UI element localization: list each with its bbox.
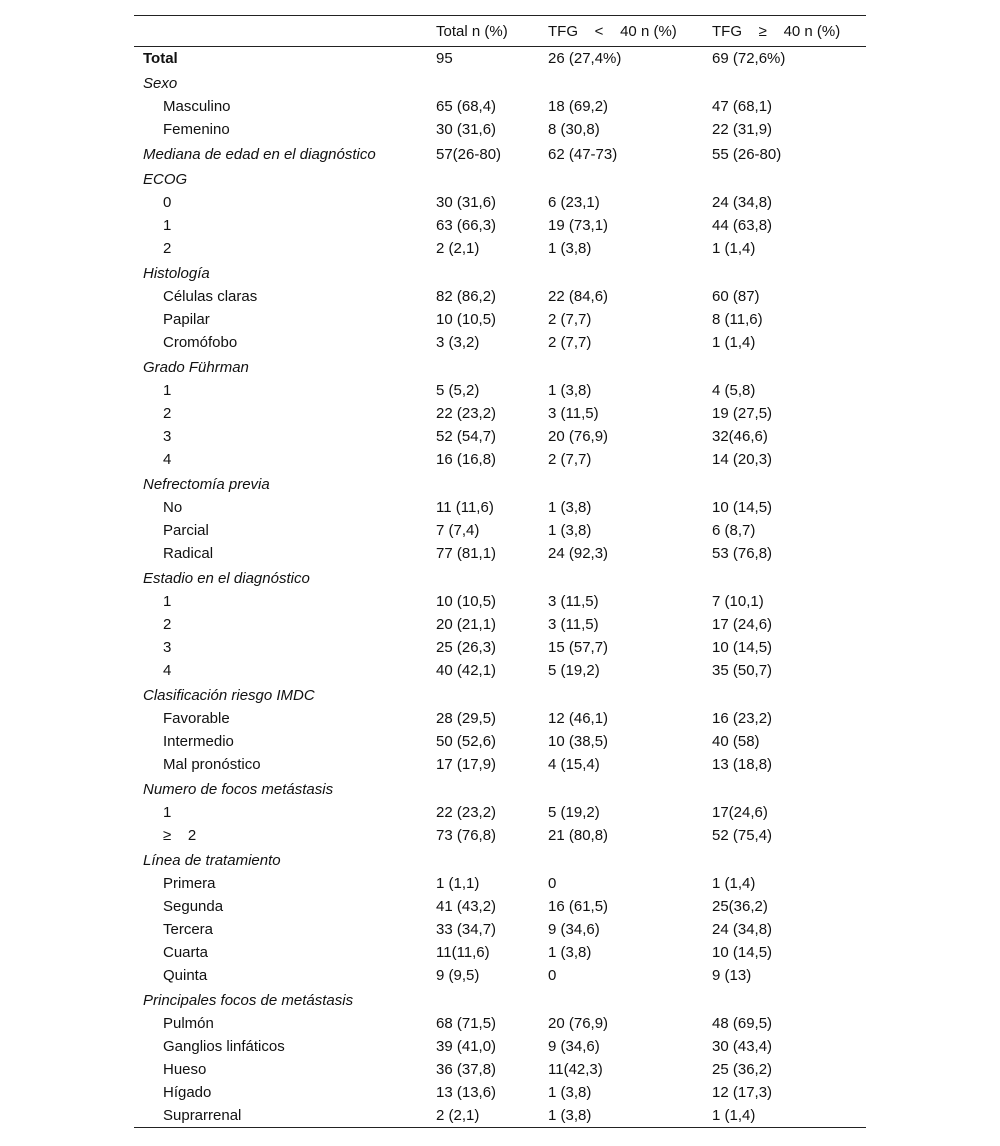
row-label: ECOG bbox=[143, 171, 188, 188]
row-label: 1 bbox=[163, 804, 172, 821]
cell-tfg-lt-40: 3 (11,5) bbox=[548, 593, 599, 610]
cell-tfg-lt-40: 21 (80,8) bbox=[548, 827, 609, 844]
cell-tfg-lt-40: 6 (23,1) bbox=[548, 194, 600, 211]
row-label: 1 bbox=[163, 593, 172, 610]
row-label: Numero de focos metástasis bbox=[143, 781, 334, 798]
cell-total: 39 (41,0) bbox=[436, 1038, 497, 1055]
cell-tfg-lt-40: 1 (3,8) bbox=[548, 382, 592, 399]
cell-tfg-lt-40: 5 (19,2) bbox=[548, 662, 600, 679]
table-row bbox=[134, 872, 866, 895]
cell-total bbox=[427, 354, 539, 379]
row-label: Pulmón bbox=[163, 1015, 214, 1032]
cell-total: 22 (23,2) bbox=[436, 804, 497, 821]
cell-total bbox=[427, 260, 539, 285]
cell-total: 95 bbox=[436, 50, 453, 67]
row-label: Favorable bbox=[163, 710, 230, 727]
cell-tfg-ge-40 bbox=[703, 776, 866, 801]
table-header bbox=[134, 16, 866, 47]
cell-tfg-ge-40: 1 (1,4) bbox=[712, 875, 756, 892]
cell-tfg-ge-40: 14 (20,3) bbox=[712, 451, 773, 468]
cell-total: 65 (68,4) bbox=[436, 98, 497, 115]
cell-tfg-lt-40: 8 (30,8) bbox=[548, 121, 600, 138]
table-row bbox=[134, 895, 866, 918]
row-label: Principales focos de metástasis bbox=[143, 992, 354, 1009]
header-col-tfg-ge-40: TFG ≥ 40 n (%) bbox=[712, 22, 841, 40]
table-row bbox=[134, 285, 866, 308]
cell-total: 57(26-80) bbox=[436, 146, 502, 163]
table-body bbox=[134, 47, 866, 1128]
row-label: Parcial bbox=[163, 522, 209, 539]
cell-tfg-lt-40: 1 (3,8) bbox=[548, 499, 592, 516]
table-row bbox=[134, 425, 866, 448]
cell-tfg-ge-40: 24 (34,8) bbox=[712, 921, 773, 938]
row-label: Ganglios linfáticos bbox=[163, 1038, 285, 1055]
cell-tfg-ge-40: 40 (58) bbox=[712, 733, 760, 750]
cell-total: 22 (23,2) bbox=[436, 405, 497, 422]
row-label: Papilar bbox=[163, 311, 210, 328]
table-container bbox=[134, 15, 866, 1128]
cell-tfg-ge-40: 44 (63,8) bbox=[712, 217, 773, 234]
row-label: Células claras bbox=[163, 288, 258, 305]
row-label: Grado Führman bbox=[143, 359, 249, 376]
header-col-total: Total n (%) bbox=[436, 22, 508, 40]
row-label: Hueso bbox=[163, 1061, 207, 1078]
cell-tfg-ge-40: 9 (13) bbox=[712, 967, 752, 984]
cell-total: 1 (1,1) bbox=[436, 875, 480, 892]
cell-tfg-lt-40: 2 (7,7) bbox=[548, 451, 592, 468]
table-group-row bbox=[134, 141, 866, 166]
table-group-row bbox=[134, 166, 866, 191]
cell-tfg-ge-40 bbox=[703, 847, 866, 872]
table-row bbox=[134, 519, 866, 542]
cell-tfg-ge-40: 69 (72,6%) bbox=[712, 50, 786, 67]
cell-tfg-lt-40: 0 bbox=[548, 967, 557, 984]
cell-tfg-ge-40: 48 (69,5) bbox=[712, 1015, 773, 1032]
row-label: Radical bbox=[163, 545, 214, 562]
table-row bbox=[134, 590, 866, 613]
cell-tfg-lt-40 bbox=[539, 847, 703, 872]
cell-tfg-lt-40: 2 (7,7) bbox=[548, 311, 592, 328]
cell-total: 10 (10,5) bbox=[436, 593, 497, 610]
table-row bbox=[134, 237, 866, 260]
cell-total: 11(11,6) bbox=[436, 944, 490, 961]
cell-tfg-lt-40: 9 (34,6) bbox=[548, 921, 600, 938]
cell-tfg-ge-40: 52 (75,4) bbox=[712, 827, 773, 844]
cell-tfg-ge-40: 55 (26-80) bbox=[712, 146, 782, 163]
cell-tfg-ge-40: 24 (34,8) bbox=[712, 194, 773, 211]
cell-tfg-ge-40: 35 (50,7) bbox=[712, 662, 773, 679]
cell-total: 30 (31,6) bbox=[436, 121, 497, 138]
table-group-row bbox=[134, 682, 866, 707]
cell-total: 25 (26,3) bbox=[436, 639, 497, 656]
cell-tfg-lt-40 bbox=[539, 166, 703, 191]
table-row bbox=[134, 542, 866, 565]
cell-total bbox=[427, 776, 539, 801]
table-group-row bbox=[134, 987, 866, 1012]
cell-tfg-ge-40 bbox=[703, 565, 866, 590]
row-label: Cuarta bbox=[163, 944, 209, 961]
row-label: Mediana de edad en el diagnóstico bbox=[143, 146, 376, 163]
cell-tfg-ge-40: 1 (1,4) bbox=[712, 334, 756, 351]
row-label: Nefrectomía previa bbox=[143, 476, 270, 493]
cell-tfg-ge-40: 53 (76,8) bbox=[712, 545, 773, 562]
table-group-row bbox=[134, 565, 866, 590]
row-label: Histología bbox=[143, 265, 210, 282]
cell-tfg-lt-40: 2 (7,7) bbox=[548, 334, 592, 351]
table-row bbox=[134, 941, 866, 964]
table-row bbox=[134, 753, 866, 776]
table-group-row bbox=[134, 260, 866, 285]
cell-tfg-lt-40: 1 (3,8) bbox=[548, 240, 592, 257]
cell-tfg-lt-40 bbox=[539, 776, 703, 801]
row-label: Tercera bbox=[163, 921, 214, 938]
cell-total: 73 (76,8) bbox=[436, 827, 497, 844]
table-row bbox=[134, 308, 866, 331]
row-label: No bbox=[163, 499, 183, 516]
cell-tfg-ge-40: 10 (14,5) bbox=[712, 639, 773, 656]
row-label: 0 bbox=[163, 194, 172, 211]
cell-tfg-ge-40: 47 (68,1) bbox=[712, 98, 773, 115]
table-row bbox=[134, 918, 866, 941]
cell-total: 20 (21,1) bbox=[436, 616, 497, 633]
cell-tfg-ge-40: 22 (31,9) bbox=[712, 121, 773, 138]
cell-total bbox=[427, 565, 539, 590]
cell-total: 36 (37,8) bbox=[436, 1061, 497, 1078]
cell-total: 2 (2,1) bbox=[436, 1107, 480, 1124]
cell-tfg-ge-40: 17(24,6) bbox=[712, 804, 768, 821]
cell-tfg-ge-40 bbox=[703, 987, 866, 1012]
cell-total: 9 (9,5) bbox=[436, 967, 480, 984]
cell-total bbox=[427, 471, 539, 496]
row-label: Mal pronóstico bbox=[163, 756, 261, 773]
table-row bbox=[134, 496, 866, 519]
cell-total: 10 (10,5) bbox=[436, 311, 497, 328]
cell-tfg-ge-40 bbox=[703, 70, 866, 95]
row-label: 2 bbox=[163, 616, 172, 633]
table-row bbox=[134, 191, 866, 214]
cell-tfg-ge-40: 10 (14,5) bbox=[712, 499, 773, 516]
cell-tfg-lt-40: 4 (15,4) bbox=[548, 756, 600, 773]
cell-tfg-lt-40: 5 (19,2) bbox=[548, 804, 600, 821]
cell-tfg-ge-40: 32(46,6) bbox=[712, 428, 768, 445]
cell-total: 52 (54,7) bbox=[436, 428, 497, 445]
cell-tfg-ge-40: 16 (23,2) bbox=[712, 710, 773, 727]
cell-tfg-ge-40: 4 (5,8) bbox=[712, 382, 756, 399]
row-label: Intermedio bbox=[163, 733, 234, 750]
cell-tfg-ge-40 bbox=[703, 354, 866, 379]
row-label: Segunda bbox=[163, 898, 224, 915]
cell-tfg-lt-40: 62 (47-73) bbox=[548, 146, 618, 163]
cell-tfg-lt-40: 12 (46,1) bbox=[548, 710, 609, 727]
cell-tfg-ge-40: 17 (24,6) bbox=[712, 616, 773, 633]
cell-total: 30 (31,6) bbox=[436, 194, 497, 211]
header-col-tfg-lt-40: TFG < 40 n (%) bbox=[548, 22, 677, 40]
table-row bbox=[134, 1081, 866, 1104]
table-row bbox=[134, 214, 866, 237]
cell-tfg-ge-40: 13 (18,8) bbox=[712, 756, 773, 773]
cell-tfg-lt-40: 20 (76,9) bbox=[548, 1015, 609, 1032]
row-label: Sexo bbox=[143, 75, 178, 92]
cell-tfg-ge-40: 25 (36,2) bbox=[712, 1061, 773, 1078]
cell-total: 5 (5,2) bbox=[436, 382, 480, 399]
cell-tfg-ge-40: 60 (87) bbox=[712, 288, 760, 305]
row-label: Quinta bbox=[163, 967, 208, 984]
row-label: 1 bbox=[163, 382, 172, 399]
cell-tfg-lt-40 bbox=[539, 260, 703, 285]
row-label: 4 bbox=[163, 662, 172, 679]
cell-tfg-lt-40: 22 (84,6) bbox=[548, 288, 609, 305]
cell-total: 82 (86,2) bbox=[436, 288, 497, 305]
cell-total: 13 (13,6) bbox=[436, 1084, 497, 1101]
cell-tfg-lt-40 bbox=[539, 70, 703, 95]
cell-total: 33 (34,7) bbox=[436, 921, 497, 938]
row-label: 2 bbox=[163, 240, 172, 257]
cell-tfg-lt-40: 9 (34,6) bbox=[548, 1038, 600, 1055]
cell-total bbox=[427, 987, 539, 1012]
table-row bbox=[134, 636, 866, 659]
cell-tfg-lt-40: 0 bbox=[548, 875, 557, 892]
cell-tfg-lt-40: 10 (38,5) bbox=[548, 733, 609, 750]
cell-tfg-lt-40: 20 (76,9) bbox=[548, 428, 609, 445]
cell-tfg-ge-40 bbox=[703, 166, 866, 191]
cell-tfg-ge-40: 6 (8,7) bbox=[712, 522, 756, 539]
cell-total: 63 (66,3) bbox=[436, 217, 497, 234]
row-label: Suprarrenal bbox=[163, 1107, 242, 1124]
characteristics-table bbox=[134, 15, 866, 1128]
table-row bbox=[134, 659, 866, 682]
row-label: Masculino bbox=[163, 98, 231, 115]
cell-tfg-ge-40: 30 (43,4) bbox=[712, 1038, 773, 1055]
cell-tfg-lt-40: 1 (3,8) bbox=[548, 1084, 592, 1101]
table-row bbox=[134, 1104, 866, 1128]
row-label: Clasificación riesgo IMDC bbox=[143, 687, 315, 704]
row-label: 4 bbox=[163, 451, 172, 468]
cell-total: 7 (7,4) bbox=[436, 522, 480, 539]
cell-tfg-ge-40: 19 (27,5) bbox=[712, 405, 773, 422]
cell-total bbox=[427, 70, 539, 95]
table-row bbox=[134, 964, 866, 987]
cell-tfg-ge-40: 12 (17,3) bbox=[712, 1084, 773, 1101]
row-label: 3 bbox=[163, 639, 172, 656]
header-col-label bbox=[134, 16, 427, 47]
cell-total bbox=[427, 682, 539, 707]
cell-tfg-lt-40: 3 (11,5) bbox=[548, 405, 599, 422]
table-group-row bbox=[134, 471, 866, 496]
row-label: 1 bbox=[163, 217, 172, 234]
cell-tfg-lt-40: 15 (57,7) bbox=[548, 639, 609, 656]
cell-tfg-lt-40: 3 (11,5) bbox=[548, 616, 599, 633]
table-row bbox=[134, 448, 866, 471]
cell-tfg-lt-40: 11(42,3) bbox=[548, 1061, 603, 1078]
cell-total: 28 (29,5) bbox=[436, 710, 497, 727]
table-row bbox=[134, 1012, 866, 1035]
table-group-row bbox=[134, 776, 866, 801]
cell-total: 77 (81,1) bbox=[436, 545, 497, 562]
row-label: 2 bbox=[163, 405, 172, 422]
cell-total: 40 (42,1) bbox=[436, 662, 497, 679]
table-row bbox=[134, 613, 866, 636]
cell-total: 68 (71,5) bbox=[436, 1015, 497, 1032]
cell-tfg-lt-40 bbox=[539, 471, 703, 496]
row-label: Total bbox=[143, 50, 178, 67]
cell-tfg-lt-40: 18 (69,2) bbox=[548, 98, 609, 115]
table-row bbox=[134, 402, 866, 425]
cell-tfg-lt-40: 24 (92,3) bbox=[548, 545, 609, 562]
cell-tfg-lt-40 bbox=[539, 565, 703, 590]
cell-total: 41 (43,2) bbox=[436, 898, 497, 915]
cell-tfg-ge-40: 8 (11,6) bbox=[712, 311, 763, 328]
table-row bbox=[134, 801, 866, 824]
cell-tfg-lt-40: 16 (61,5) bbox=[548, 898, 609, 915]
row-label: ≥ 2 bbox=[163, 827, 197, 844]
cell-tfg-lt-40: 1 (3,8) bbox=[548, 944, 592, 961]
row-label: Femenino bbox=[163, 121, 230, 138]
row-label: 3 bbox=[163, 428, 172, 445]
cell-total: 3 (3,2) bbox=[436, 334, 480, 351]
cell-tfg-lt-40: 1 (3,8) bbox=[548, 522, 592, 539]
cell-total: 11 (11,6) bbox=[436, 499, 494, 516]
cell-tfg-lt-40: 26 (27,4%) bbox=[548, 50, 622, 67]
cell-total: 16 (16,8) bbox=[436, 451, 497, 468]
cell-tfg-lt-40: 1 (3,8) bbox=[548, 1107, 592, 1124]
cell-tfg-lt-40: 19 (73,1) bbox=[548, 217, 609, 234]
cell-total: 50 (52,6) bbox=[436, 733, 497, 750]
cell-tfg-ge-40 bbox=[703, 260, 866, 285]
row-label: Cromófobo bbox=[163, 334, 238, 351]
table-row bbox=[134, 730, 866, 753]
table-row bbox=[134, 379, 866, 402]
header-row bbox=[134, 16, 866, 47]
table-group-row bbox=[134, 354, 866, 379]
cell-total: 2 (2,1) bbox=[436, 240, 480, 257]
table-row bbox=[134, 331, 866, 354]
row-label: Línea de tratamiento bbox=[143, 852, 281, 869]
cell-total bbox=[427, 847, 539, 872]
cell-tfg-ge-40: 1 (1,4) bbox=[712, 240, 756, 257]
table-row bbox=[134, 1058, 866, 1081]
cell-total: 17 (17,9) bbox=[436, 756, 497, 773]
table-row bbox=[134, 47, 866, 71]
table-row bbox=[134, 707, 866, 730]
cell-tfg-lt-40 bbox=[539, 354, 703, 379]
cell-tfg-ge-40: 1 (1,4) bbox=[712, 1107, 756, 1124]
table-row bbox=[134, 118, 866, 141]
cell-tfg-ge-40: 25(36,2) bbox=[712, 898, 768, 915]
cell-tfg-lt-40 bbox=[539, 682, 703, 707]
table-row bbox=[134, 95, 866, 118]
row-label: Estadio en el diagnóstico bbox=[143, 570, 310, 587]
cell-tfg-ge-40 bbox=[703, 471, 866, 496]
cell-tfg-lt-40 bbox=[539, 987, 703, 1012]
cell-total bbox=[427, 166, 539, 191]
table-row bbox=[134, 824, 866, 847]
row-label: Primera bbox=[163, 875, 216, 892]
cell-tfg-ge-40: 7 (10,1) bbox=[712, 593, 764, 610]
table-row bbox=[134, 1035, 866, 1058]
row-label: Hígado bbox=[163, 1084, 212, 1101]
table-group-row bbox=[134, 847, 866, 872]
cell-tfg-ge-40 bbox=[703, 682, 866, 707]
cell-tfg-ge-40: 10 (14,5) bbox=[712, 944, 773, 961]
table-group-row bbox=[134, 70, 866, 95]
